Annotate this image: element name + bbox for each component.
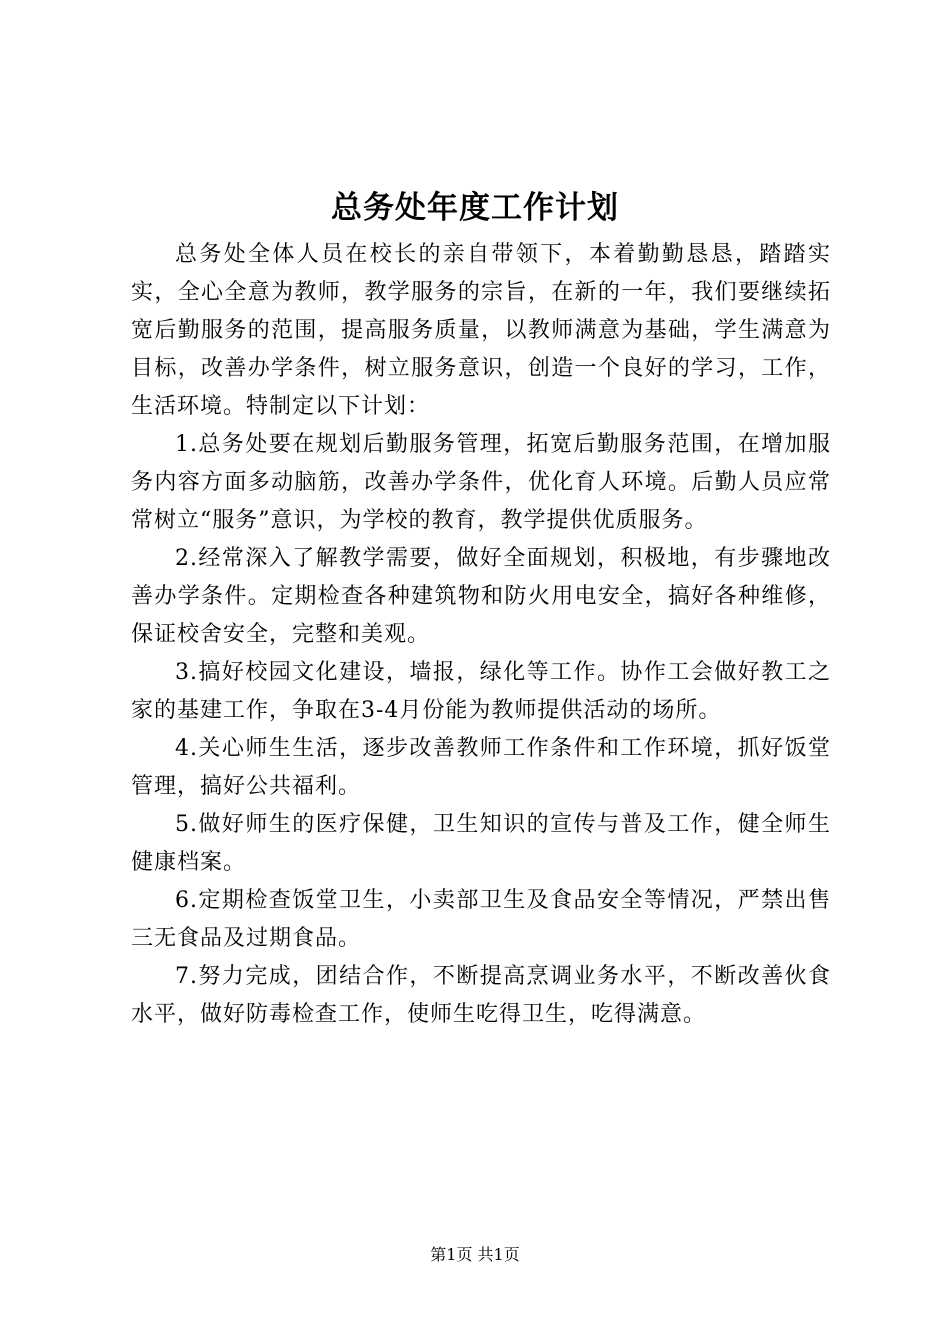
plan-item-5: 5.做好师生的医疗保健，卫生知识的宣传与普及工作，健全师生健康档案。 bbox=[131, 812, 831, 875]
plan-item-6: 6.定期检查饭堂卫生，小卖部卫生及食品安全等情况，严禁出售三无食品及过期食品。 bbox=[131, 888, 831, 951]
page-footer: 第1页 共1页 bbox=[430, 1245, 520, 1264]
plan-item-1: 1.总务处要在规划后勤服务管理，拓宽后勤服务范围，在增加服务内容方面多动脑筋，改善办学条件，优化育人环境。后勤人员应常常树立“服务”意识，为学校的教育，教学提供优质服务。 bbox=[131, 432, 831, 533]
document-body bbox=[131, 236, 831, 1034]
plan-item-7: 7.努力完成，团结合作，不断提高烹调业务水平，不断改善伙食水平，做好防毒检查工作，使师生吃得卫生，吃得满意。 bbox=[131, 964, 831, 1027]
document-title: 总务处年度工作计划 bbox=[331, 190, 619, 226]
plan-item-4: 4.关心师生生活，逐步改善教师工作条件和工作环境，抓好饭堂管理，搞好公共福利。 bbox=[131, 736, 831, 799]
plan-item-2: 2.经常深入了解教学需要，做好全面规划，积极地，有步骤地改善办学条件。定期检查各种建筑物和防火用电安全，搞好各种维修，保证校舍安全，完整和美观。 bbox=[131, 546, 831, 647]
plan-item-3: 3.搞好校园文化建设，墙报，绿化等工作。协作工会做好教工之家的基建工作，争取在3-4月份能为教师提供活动的场所。 bbox=[131, 660, 831, 723]
intro-paragraph: 总务处全体人员在校长的亲自带领下，本着勤勤恳恳，踏踏实实，全心全意为教师，教学服务的宗旨，在新的一年，我们要继续拓宽后勤服务的范围，提高服务质量，以教师满意为基础，学生满意为目标，改善办学条件，树立服务意识，创造一个良好的学习，工作，生活环境。特制定以下计划： bbox=[131, 242, 831, 419]
